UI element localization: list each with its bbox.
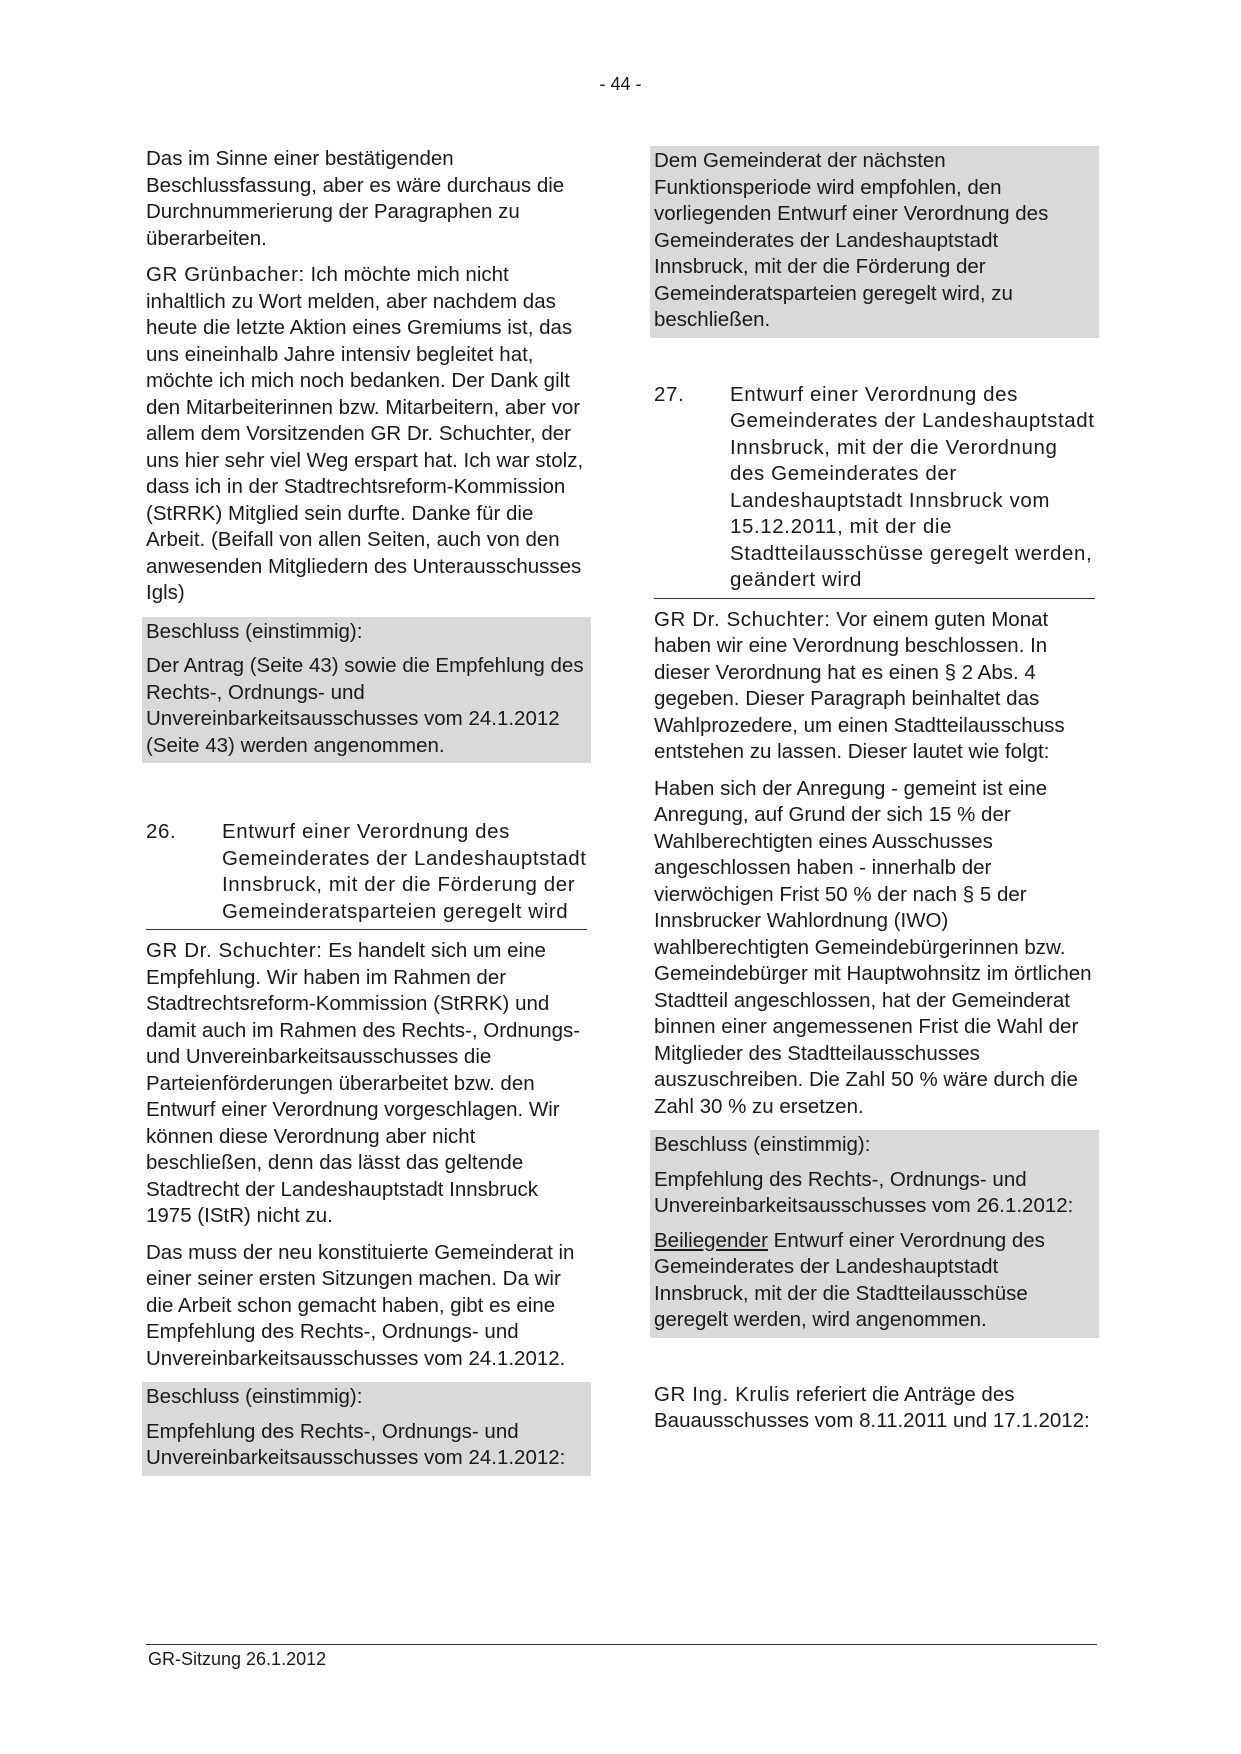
speaker-name: GR Ing. Krulis bbox=[654, 1382, 790, 1406]
paragraph bbox=[146, 938, 587, 1230]
resolution-rest: Entwurf einer Verordnung des Gemeinderates der Landeshauptstadt Innsbruck, mit der die Stadtteilausschüse geregelt werden, wird angenommen. bbox=[654, 1228, 1045, 1331]
agenda-item-title: Entwurf einer Verordnung des Gemeinderates der Landeshauptstadt Innsbruck, mit der die Förderung der Gemeinderatsparteien geregelt wird bbox=[222, 820, 587, 923]
page-number: - 44 - bbox=[599, 74, 642, 94]
agenda-item-number: 27. bbox=[654, 382, 685, 406]
speech-text: Vor einem guten Monat haben wir eine Verordnung beschlossen. In dieser Verordnung hat es einen § 2 Abs. 4 gegeben. Dieser Paragraph beinhaltet das Wahlprozedere, um einen Stadtteilausschuss entstehen zu lassen. Dieser lautet wie folgt: bbox=[654, 607, 1065, 763]
speech-text: Es handelt sich um eine Empfehlung. Wir haben im Rahmen der Stadtrechtsreform-Kommission (StRRK) und damit auch im Rahmen des Rechts-, Ordnungs- und Unvereinbarkeitsausschusses die Parteienförderungen überarbeitet bzw. den Entwurf einer Verordnung vorgeschlagen. Wir können diese Verordnung aber nicht beschließen, denn das lässt das geltende Stadtrecht der Landeshauptstadt Innsbruck 1975 (IStR) nicht zu. bbox=[146, 939, 581, 1227]
resolution-text bbox=[654, 1228, 1095, 1334]
speaker-name: GR Dr. Schuchter: bbox=[654, 607, 831, 631]
resolution-text: Der Antrag (Seite 43) sowie die Empfehlung des Rechts-, Ordnungs- und Unvereinbarkeitsausschusses vom 24.1.2012 (Seite 43) werden angenommen. bbox=[146, 654, 584, 757]
speaker-name: GR Dr. Schuchter: bbox=[146, 939, 323, 962]
agenda-item-title: Entwurf einer Verordnung des Gemeinderates der Landeshauptstadt Innsbruck, mit der die Verordnung des Gemeinderates der Landeshauptstadt Innsbruck vom 15.12.2011, mit der die Stadtteilausschüsse geregelt werden, geändert wird bbox=[730, 382, 1095, 591]
left-column bbox=[146, 146, 587, 1476]
speech-text: referiert die Anträge des Bauausschusses vom 8.11.2011 und 17.1.2012: bbox=[654, 1382, 1090, 1432]
resolution-box bbox=[142, 1382, 591, 1476]
resolution-box bbox=[142, 617, 591, 764]
speaker-name: GR Grünbacher: bbox=[146, 263, 305, 286]
agenda-item-number: 26. bbox=[146, 820, 177, 843]
resolution-heading: Beschluss (einstimmig): bbox=[654, 1133, 871, 1156]
resolution-text: Empfehlung des Rechts-, Ordnungs- und Unvereinbarkeitsausschusses vom 24.1.2012: bbox=[146, 1419, 566, 1469]
footer-divider bbox=[146, 1644, 1097, 1645]
agenda-item-26 bbox=[146, 819, 587, 930]
resolution-heading: Beschluss (einstimmig): bbox=[146, 619, 363, 643]
resolution-box bbox=[650, 146, 1099, 338]
paragraph: Das muss der neu konstituierte Gemeinderat in einer seiner ersten Sitzungen machen. Da wir die Arbeit schon gemacht haben, gibt es eine Empfehlung des Rechts-, Ordnungs- und Unvereinbarkeitsausschusses vom 24.1.2012. bbox=[146, 1240, 575, 1370]
resolution-text: Dem Gemeinderat der nächsten Funktionsperiode wird empfohlen, den vorliegenden Entwurf einer Verordnung des Gemeinderates der Landeshauptstadt Innsbruck, mit der die Förderung der Gemeinderatsparteien geregelt wird, zu beschließen. bbox=[654, 149, 1049, 331]
speech-text: Ich möchte mich nicht inhaltlich zu Wort melden, aber nachdem das heute die letzte Aktion eines Gremiums ist, das uns eineinhalb Jahre intensiv begleitet hat, möchte ich mich noch bedanken. Der Dank gilt den Mitarbeiterinnen bzw. Mitarbeitern, aber vor allem dem Vorsitzenden GR Dr. Schuchter, der uns hier sehr viel Weg erspart hat. Ich war stolz, dass ich in der Stadtrechtsreform-Kommission (StRRK) Mitglied sein durfte. Danke für die Arbeit. (Beifall von allen Seiten, auch von den anwesenden Mitgliedern des Unterausschusses Igls) bbox=[146, 263, 584, 604]
underlined-word: Beiliegender bbox=[654, 1228, 768, 1252]
footer: GR-Sitzung 26.1.2012 bbox=[148, 1649, 327, 1669]
agenda-item-27 bbox=[654, 382, 1095, 599]
resolution-box bbox=[650, 1130, 1099, 1338]
paragraph bbox=[146, 262, 587, 607]
paragraph bbox=[654, 607, 1095, 766]
paragraph: Das im Sinne einer bestätigenden Beschlussfassung, aber es wäre durchaus die Durchnummerierung der Paragraphen zu überarbeiten. bbox=[146, 147, 565, 250]
paragraph bbox=[654, 1382, 1095, 1435]
resolution-heading: Beschluss (einstimmig): bbox=[146, 1385, 363, 1408]
right-column bbox=[654, 146, 1095, 1445]
resolution-text: Empfehlung des Rechts-, Ordnungs- und Unvereinbarkeitsausschusses vom 26.1.2012: bbox=[654, 1167, 1074, 1217]
paragraph: Haben sich der Anregung - gemeint ist eine Anregung, auf Grund der sich 15 % der Wahlberechtigten eines Ausschusses angeschlossen haben - innerhalb der vierwöchigen Frist 50 % der nach § 5 der Innsbrucker Wahlordnung (IWO) wahlberechtigten Gemeindebürgerinnen bzw. Gemeindebürger mit Hauptwohnsitz im örtlichen Stadtteil angeschlossen, hat der Gemeinderat binnen einer angemessenen Frist die Wahl der Mitglieder des Stadtteilausschusses auszuschreiben. Die Zahl 50 % wäre durch die Zahl 30 % zu ersetzen. bbox=[654, 776, 1092, 1118]
